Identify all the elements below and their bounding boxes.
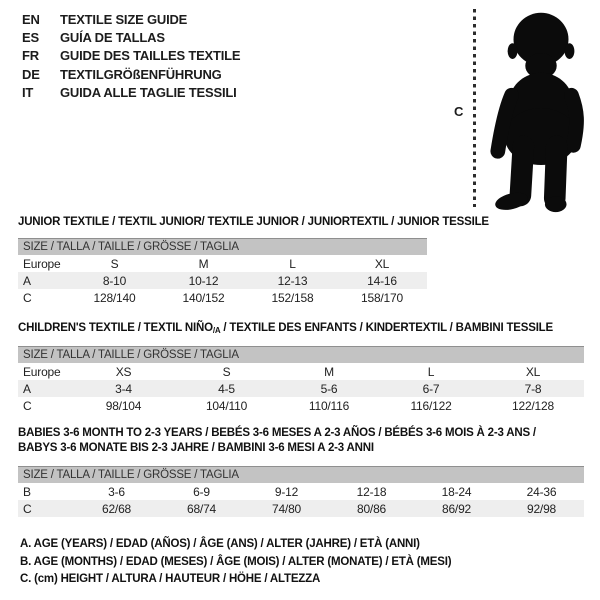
table-row [18,483,584,500]
size-cell: L [289,256,296,271]
table-row [18,255,427,272]
footnote-list [20,536,451,589]
size-cell: 128/140 [93,290,136,305]
language-label: TEXTILGRÖßENFÜHRUNG [60,66,222,82]
size-cell: 6-9 [193,484,210,499]
size-cell: 12-13 [248,272,337,289]
language-code: DE [22,66,40,82]
size-cell: 18-24 [441,484,472,499]
children-title-prefix: CHILDREN'S TEXTILE / TEXTIL NIÑO [18,322,213,334]
table-row [18,363,584,380]
size-cell: XL [525,364,541,379]
language-label: GUÍA DE TALLAS [60,30,165,46]
size-cell: 14-16 [337,272,427,289]
size-cell: S [222,364,231,379]
size-cell: 110/116 [308,398,350,413]
size-cell: 7-8 [482,380,584,397]
size-cell: 140/152 [182,290,225,305]
size-cell: 8-10 [70,272,159,289]
language-label: TEXTILE SIZE GUIDE [60,11,188,27]
row-label-cell: C [18,500,74,517]
size-cell: 10-12 [159,272,248,289]
babies-table-title [18,426,536,456]
height-dashed-line [473,9,476,207]
babies-title-line1: BABIES 3-6 MONTH TO 2-3 YEARS / BEBÉS 3-6 MESES A 2-3 AÑOS / BÉBÉS 3-6 MOIS À 2-3 ANS / [18,427,536,439]
size-cell: 158/170 [361,290,403,305]
table-row [18,272,427,289]
language-item [22,10,240,28]
table-row [18,397,584,414]
size-cell: 4-5 [175,380,278,397]
row-label-cell: Europe [23,256,61,271]
language-code: ES [22,30,39,46]
babies-size-table [18,466,584,517]
size-cell: 12-18 [356,484,387,499]
size-cell: M [198,256,209,271]
baby-figure [448,4,598,216]
size-cell: 98/104 [105,398,142,413]
row-label-cell: C [23,290,32,305]
size-cell: 104/110 [205,398,248,413]
size-cell: XS [115,364,132,379]
size-cell: 24-36 [526,484,557,499]
language-code: EN [22,11,40,27]
footnote-b: B. AGE (MONTHS) / EDAD (MESES) / ÂGE (MOIS) / ALTER (MONATE) / ETÀ (MESI) [20,555,452,568]
babies-title-line2: BABYS 3-6 MONATE BIS 2-3 JAHRE / BAMBINI 3-6 MESI A 2-3 ANNI [18,442,374,454]
size-cell: M [324,364,334,379]
footnote-a: A. AGE (YEARS) / EDAD (AÑOS) / ÂGE (ANS) / ALTER (JAHRE) / ETÀ (ANNI) [20,538,420,550]
size-cell: 86/92 [414,500,499,517]
language-item [22,84,240,102]
size-cell: 92/98 [499,500,584,517]
language-code: FR [22,48,39,64]
size-cell: 74/80 [244,500,329,517]
language-item [22,28,240,46]
row-label-cell: B [23,484,31,499]
children-size-table [18,346,584,414]
size-cell: L [427,364,435,379]
junior-table-title: JUNIOR TEXTILE / TEXTIL JUNIOR/ TEXTILE JUNIOR / JUNIORTEXTIL / JUNIOR TESSILE [18,216,489,228]
language-item [22,65,240,83]
language-label: GUIDA ALLE TAGLIE TESSILI [60,85,237,101]
size-header-bar: SIZE / TALLA / TAILLE / GRÖSSE / TAGLIA [18,466,584,483]
size-cell: 6-7 [380,380,482,397]
language-code: IT [22,85,34,101]
height-label-c: C [454,104,464,119]
size-header-bar: SIZE / TALLA / TAILLE / GRÖSSE / TAGLIA [18,238,427,255]
row-label-cell: A [18,380,72,397]
size-cell: 3-6 [108,484,125,499]
children-title-sub: /A [212,326,221,335]
size-cell: 5-6 [278,380,380,397]
size-cell: XL [374,256,390,271]
size-cell: 62/68 [74,500,159,517]
children-table-title [18,322,553,335]
size-cell: S [110,256,119,271]
row-label-cell: Europe [23,364,61,379]
size-cell: 9-12 [274,484,299,499]
table-row [18,289,427,306]
size-cell: 116/122 [410,398,452,413]
footnote-c: C. (cm) HEIGHT / ALTURA / HAUTEUR / HÖHE / ALTEZZA [20,573,321,585]
table-row [18,380,584,397]
size-cell: 80/86 [329,500,414,517]
table-row [18,500,584,517]
row-label-cell: C [23,398,32,413]
size-cell: 122/128 [512,398,554,413]
language-item [22,47,240,65]
children-title-suffix: / TEXTILE DES ENFANTS / KINDERTEXTIL / BAMBINI TESSILE [220,322,553,334]
junior-size-table [18,238,427,306]
size-cell: 68/74 [159,500,244,517]
baby-silhouette-icon [487,6,595,214]
size-cell: 3-4 [72,380,175,397]
language-list [22,10,240,102]
language-label: GUIDE DES TAILLES TEXTILE [60,48,241,64]
size-header-bar: SIZE / TALLA / TAILLE / GRÖSSE / TAGLIA [18,346,584,363]
row-label-cell: A [18,272,70,289]
size-cell: 152/158 [271,290,314,305]
